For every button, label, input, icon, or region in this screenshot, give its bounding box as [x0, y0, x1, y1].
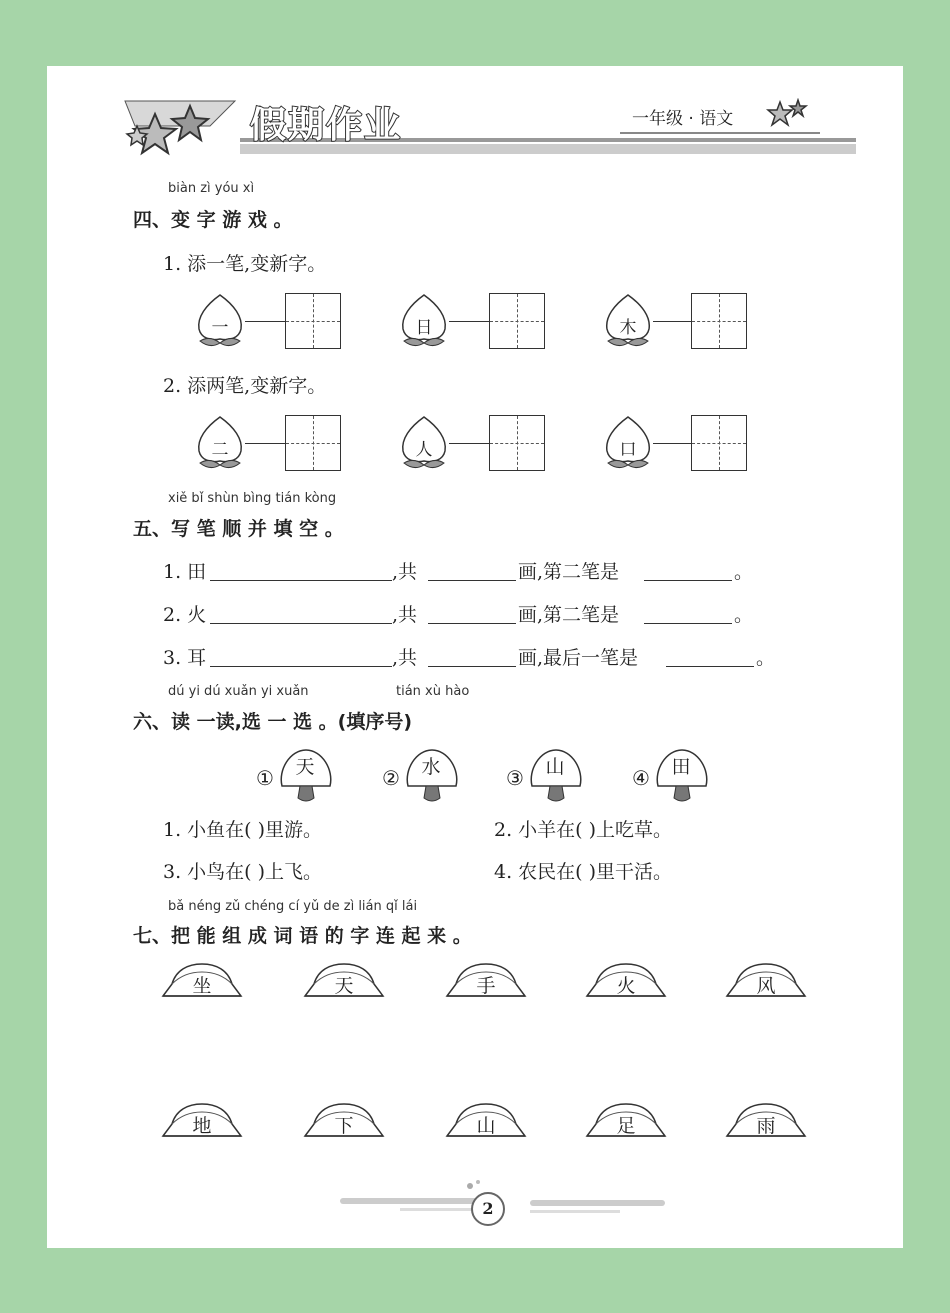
peach-char: 日	[415, 318, 433, 338]
mushroom-char: 水	[421, 756, 441, 778]
section4-title: 四、变 字 游 戏 。	[133, 209, 293, 231]
fan-icon[interactable]	[444, 962, 528, 1000]
peach-icon	[600, 291, 660, 351]
section4-pinyin: biàn zì yóu xì	[168, 181, 255, 196]
peach-icon	[600, 413, 660, 473]
peach-icon	[192, 413, 252, 473]
writing-grid[interactable]	[489, 415, 545, 471]
section4-q2: 2. 添两笔,变新字。	[163, 375, 327, 397]
answer-blank[interactable]	[428, 580, 516, 581]
period: 。	[734, 561, 754, 583]
fan-char: 风	[756, 975, 776, 997]
option-number: ①	[256, 766, 274, 790]
connector-line	[653, 443, 691, 444]
option-number: ③	[506, 766, 524, 790]
fan-char: 下	[334, 1115, 354, 1137]
page-number: 2	[482, 1199, 494, 1218]
section6-q3: 3. 小鸟在( )上飞。	[163, 861, 323, 883]
peach-icon	[396, 413, 456, 473]
fan-char: 地	[192, 1115, 212, 1137]
stroke-count-label: ,共	[392, 647, 418, 669]
section6-pinyin: dú yi dú xuǎn yi xuǎn	[168, 684, 309, 699]
mushroom-icon	[650, 746, 712, 804]
section6-q4: 4. 农民在( )里干活。	[494, 861, 673, 883]
stroke-question: 画,最后一笔是	[518, 647, 639, 669]
fan-icon[interactable]	[160, 962, 244, 1000]
fan-icon[interactable]	[302, 962, 386, 1000]
period: 。	[734, 604, 754, 626]
page-number-badge	[471, 1192, 505, 1226]
page-title: 假期作业	[250, 105, 403, 146]
peach-icon	[192, 291, 252, 351]
section6-q1: 1. 小鱼在( )里游。	[163, 819, 323, 841]
mushroom-char: 天	[295, 756, 315, 778]
connector-line	[449, 443, 489, 444]
answer-blank[interactable]	[210, 623, 392, 624]
connector-line	[245, 321, 285, 322]
peach-char: 一	[211, 318, 229, 338]
section7-title: 七、把 能 组 成 词 语 的 字 连 起 来 。	[133, 925, 472, 947]
answer-blank[interactable]	[428, 666, 516, 667]
option-number: ②	[382, 766, 400, 790]
answer-blank[interactable]	[428, 623, 516, 624]
answer-blank[interactable]	[666, 666, 754, 667]
mushroom-char: 山	[545, 756, 565, 778]
fan-icon[interactable]	[302, 1102, 386, 1140]
fan-icon[interactable]	[584, 1102, 668, 1140]
fan-char: 雨	[756, 1115, 776, 1137]
stroke-question: 画,第二笔是	[518, 604, 620, 626]
writing-grid[interactable]	[285, 293, 341, 349]
option-number: ④	[632, 766, 650, 790]
section4-q1: 1. 添一笔,变新字。	[163, 253, 327, 275]
writing-grid[interactable]	[285, 415, 341, 471]
fan-char: 足	[616, 1115, 636, 1137]
connector-line	[245, 443, 285, 444]
stroke-char: 2. 火	[163, 604, 207, 626]
peach-char: 人	[415, 440, 433, 460]
fan-char: 山	[476, 1115, 496, 1137]
fan-char: 坐	[192, 975, 212, 997]
stroke-question: 画,第二笔是	[518, 561, 620, 583]
small-star-icon	[762, 98, 810, 132]
section5-title: 五、写 笔 顺 并 填 空 。	[133, 518, 344, 540]
section7-pinyin: bǎ néng zǔ chéng cí yǔ de zì lián qǐ lái	[168, 899, 418, 914]
mushroom-icon	[274, 746, 336, 804]
answer-blank[interactable]	[210, 666, 392, 667]
answer-blank[interactable]	[210, 580, 392, 581]
stroke-count-label: ,共	[392, 604, 418, 626]
fan-icon[interactable]	[724, 1102, 808, 1140]
fan-char: 天	[334, 975, 354, 997]
section5-pinyin: xiě bǐ shùn bìng tián kòng	[168, 491, 337, 506]
stroke-char: 3. 耳	[163, 647, 207, 669]
connector-line	[449, 321, 489, 322]
peach-char: 二	[211, 440, 229, 460]
peach-char: 木	[619, 318, 637, 338]
period: 。	[756, 647, 776, 669]
section6-pinyin-2: tián xù hào	[396, 684, 470, 699]
fan-char: 火	[616, 975, 636, 997]
peach-char: 口	[619, 440, 637, 460]
writing-grid[interactable]	[691, 293, 747, 349]
fan-icon[interactable]	[444, 1102, 528, 1140]
writing-grid[interactable]	[489, 293, 545, 349]
fan-icon[interactable]	[724, 962, 808, 1000]
footer-decoration	[340, 1178, 670, 1224]
fan-icon[interactable]	[160, 1102, 244, 1140]
section6-q2: 2. 小羊在( )上吃草。	[494, 819, 673, 841]
fan-icon[interactable]	[584, 962, 668, 1000]
connector-line	[653, 321, 691, 322]
writing-grid[interactable]	[691, 415, 747, 471]
fan-char: 手	[476, 975, 496, 997]
answer-blank[interactable]	[644, 623, 732, 624]
mushroom-icon	[400, 746, 462, 804]
mushroom-icon	[524, 746, 586, 804]
peach-icon	[396, 291, 456, 351]
stroke-count-label: ,共	[392, 561, 418, 583]
mushroom-char: 田	[671, 756, 691, 778]
section6-title: 六、读 一读,选 一 选 。(填序号)	[133, 711, 413, 733]
grade-subject-label: 一年级 · 语文	[632, 109, 734, 129]
stroke-char: 1. 田	[163, 561, 207, 583]
answer-blank[interactable]	[644, 580, 732, 581]
